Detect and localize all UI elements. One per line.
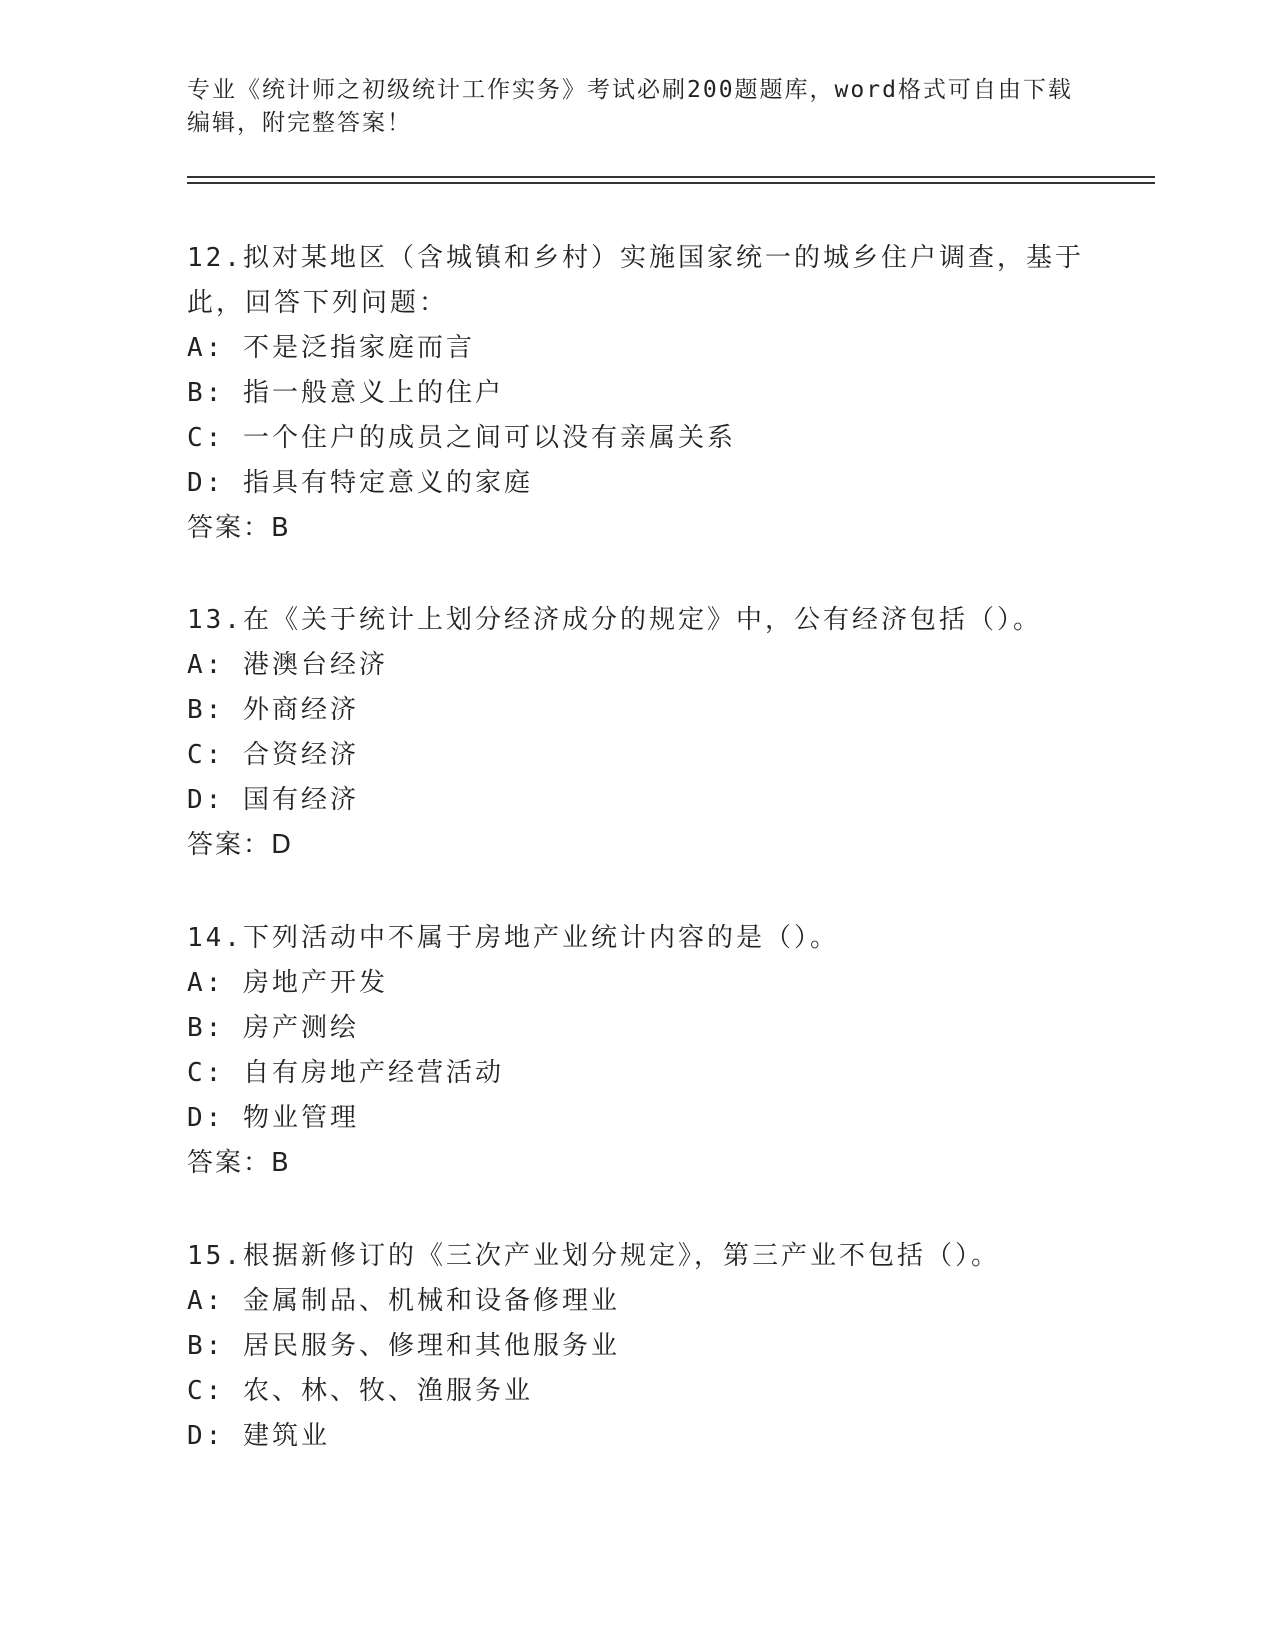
question-13 [187,598,1087,868]
option-b: B: 外商经济 [187,695,359,725]
question-stem: 14.下列活动中不属于房地产业统计内容的是（）。 [187,923,839,953]
answer: 答案：B [187,513,291,543]
option-b: B: 居民服务、修理和其他服务业 [187,1331,620,1361]
question-stem: 12.拟对某地区（含城镇和乡村）实施国家统一的城乡住户调查，基于此，回答下列问题： [187,243,1084,318]
option-a: A: 港澳台经济 [187,650,388,680]
question-stem: 15.根据新修订的《三次产业划分规定》，第三产业不包括（）。 [187,1241,1000,1271]
option-c: C: 一个住户的成员之间可以没有亲属关系 [187,423,736,453]
option-b: B: 指一般意义上的住户 [187,378,504,408]
option-a: A: 房地产开发 [187,968,388,998]
header-divider-top [187,176,1155,178]
option-c: C: 合资经济 [187,740,359,770]
option-d: D: 指具有特定意义的家庭 [187,468,533,498]
option-d: D: 国有经济 [187,785,359,815]
header-divider-bottom [187,182,1155,184]
option-d: D: 建筑业 [187,1421,330,1451]
question-stem: 13.在《关于统计上划分经济成分的规定》中，公有经济包括（）。 [187,605,1042,635]
option-c: C: 自有房地产经营活动 [187,1058,504,1088]
question-14 [187,916,1087,1186]
question-12 [187,236,1087,551]
option-d: D: 物业管理 [187,1103,359,1133]
option-c: C: 农、林、牧、渔服务业 [187,1376,533,1406]
answer: 答案：B [187,1148,291,1178]
option-a: A: 金属制品、机械和设备修理业 [187,1286,620,1316]
answer: 答案：D [187,830,294,860]
option-b: B: 房产测绘 [187,1013,359,1043]
document-header: 专业《统计师之初级统计工作实务》考试必刷200题题库，word格式可自由下载编辑，附完整答案！ [187,77,1073,136]
question-15 [187,1234,1087,1459]
option-a: A: 不是泛指家庭而言 [187,333,475,363]
